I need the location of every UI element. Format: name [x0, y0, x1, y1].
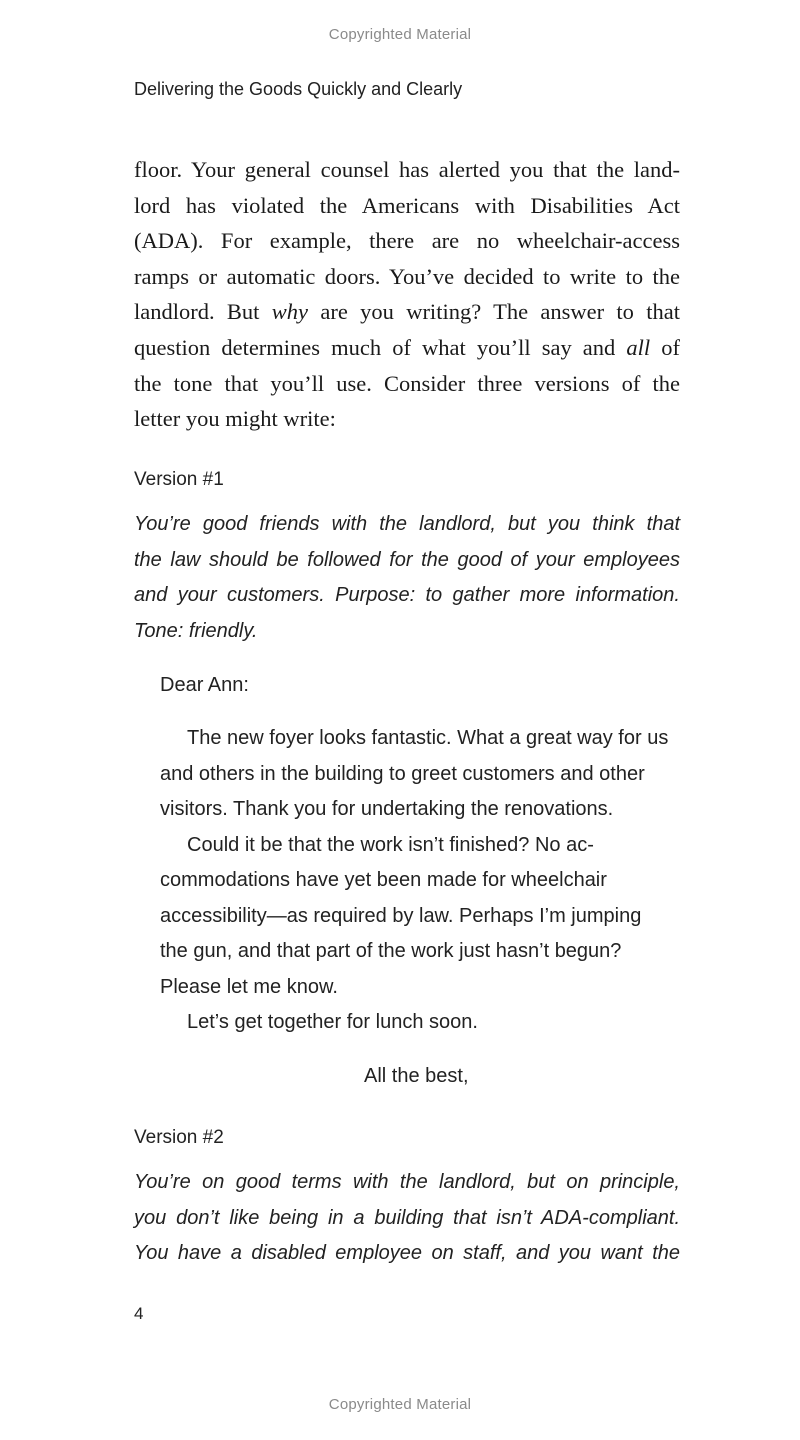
letter-line: Let’s get together for lunch soon. [187, 1011, 478, 1033]
letter-line: accessibility—as required by law. Perhaps I’m jumping [160, 904, 642, 927]
copyright-watermark-bottom: Copyrighted Material [328, 1396, 472, 1413]
letter-line: Could it be that the work isn’t finished? No ac- [187, 833, 594, 856]
letter-salutation: Dear Ann: [160, 674, 249, 696]
body-line: floor. Your general counsel has alerted you that the land- [134, 157, 680, 182]
letter-body [160, 721, 690, 1041]
body-line-with-emphasis: question determines much of what you’ll say and all of [134, 334, 680, 360]
description-line: You’re on good terms with the landlord, but on principle, [134, 1171, 680, 1193]
body-line: lord has violated the Americans with Disabilities Act [134, 192, 680, 218]
letter-closing: All the best, [364, 1065, 469, 1087]
letter-line: and others in the building to greet customers and other [160, 762, 645, 785]
page-number: 4 [134, 1304, 144, 1323]
body-line: the tone that you’ll use. Consider three versions of the [134, 370, 680, 396]
emphasis-all: all [626, 334, 651, 360]
body-line: ramps or automatic doors. You’ve decided to write to the [134, 263, 680, 289]
description-line: You have a disabled employee on staff, and you want the [134, 1242, 680, 1264]
version-2-description [134, 1165, 680, 1272]
description-line: the law should be followed for the good of your employees [134, 548, 680, 571]
emphasis-why: why [271, 299, 309, 325]
letter-line: The new foyer looks fantastic. What a great way for us [187, 727, 669, 749]
description-line: you don’t like being in a building that isn’t ADA-compliant. [134, 1206, 680, 1229]
running-head: Delivering the Goods Quickly and Clearly [134, 79, 463, 99]
description-line: and your customers. Purpose: to gather more information. [134, 584, 680, 606]
letter-line: Please let me know. [160, 975, 338, 998]
description-line: You’re good friends with the landlord, but you think that [134, 513, 680, 535]
version-1-heading: Version #1 [134, 469, 224, 490]
description-line: Tone: friendly. [134, 619, 258, 642]
body-line: letter you might write: [134, 406, 336, 432]
letter-line: the gun, and that part of the work just hasn’t begun? [160, 940, 622, 962]
body-paragraph [134, 152, 680, 437]
letter-line: visitors. Thank you for undertaking the renovations. [160, 798, 614, 820]
body-line: (ADA). For example, there are no wheelchair-access [134, 228, 680, 254]
version-2-heading: Version #2 [134, 1127, 224, 1148]
copyright-watermark-top: Copyrighted Material [328, 26, 472, 43]
version-1-description [134, 507, 680, 649]
letter-line: commodations have yet been made for wheelchair [160, 869, 607, 891]
body-line-with-emphasis: landlord. But why are you writing? The answer to that [134, 299, 680, 325]
